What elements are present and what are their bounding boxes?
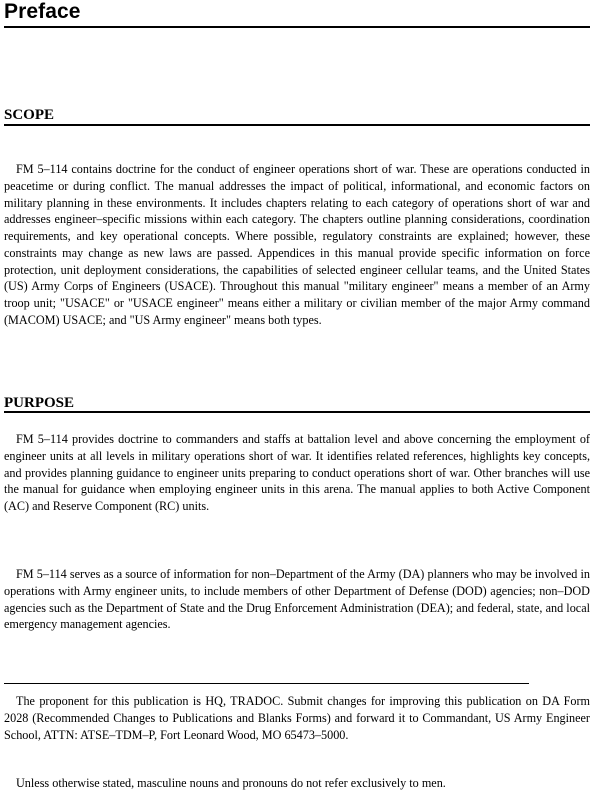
footnote-rule (4, 683, 529, 684)
scope-paragraph: FM 5–114 contains doctrine for the conduct of engineer operations short of war. These are operations conducted in peacetime or during conflict. The manual addresses the impact of political, informational, and economic factors on military planning in these environments. It includes chapters relating to each category of operations short of war and addresses engineer–specific missions within each category. The chapters outline planning considerations, coordination requirements, and key operational concepts. Where possible, regulatory constraints are explained; however, these constraints may change as new laws are passed. Appendices in this manual provide specific information on force protection, unit deployment considerations, the capabilities of selected engineer cellular teams, and the United States (US) Army Corps of Engineers (USACE). Throughout this manual "military engineer" means a member of an Army troop unit; "USACE" or "USACE engineer" means either a military or civilian member of the major Army command (MACOM) USACE; and "US Army engineer" means both types. (4, 162, 590, 327)
gender-footnote: Unless otherwise stated, masculine nouns and pronouns do not refer exclusively to men. (16, 776, 446, 790)
purpose-heading-rule (4, 411, 590, 413)
proponent-footnote: The proponent for this publication is HQ, TRADOC. Submit changes for improving this publication on DA Form 2028 (Recommended Changes to Publications and Blanks Forms) and forward it to Commandant, US Army Engineer School, ATTN: ATSE–TDM–P, Fort Leonard Wood, MO 65473–5000. (4, 694, 590, 742)
purpose-paragraph-2: FM 5–114 serves as a source of information for non–Department of the Army (DA) planners who may be involved in operations with Army engineer units, to include members of other Department of Defense (DOD) agencies; non–DOD agencies such as the Department of State and the Drug Enforcement Administration (DEA); and federal, state, and local emergency management agencies. (4, 567, 590, 632)
purpose-heading: PURPOSE (4, 395, 75, 411)
purpose-paragraph-1: FM 5–114 provides doctrine to commanders and staffs at battalion level and above concerning the employment of engineer units at all levels in military operations short of war. It identifies related references, highlights key concepts, and provides planning guidance to engineer units preparing to conduct operations short of war. Other branches will use the manual for guidance when employing engineer units in this arena. The manual applies to both Active Component (AC) and Reserve Component (RC) units. (4, 432, 590, 513)
document-page (4, 0, 590, 800)
title-rule (4, 26, 590, 28)
page-title: Preface (4, 0, 81, 23)
scope-heading-rule (4, 124, 590, 126)
scope-heading: SCOPE (4, 107, 55, 123)
